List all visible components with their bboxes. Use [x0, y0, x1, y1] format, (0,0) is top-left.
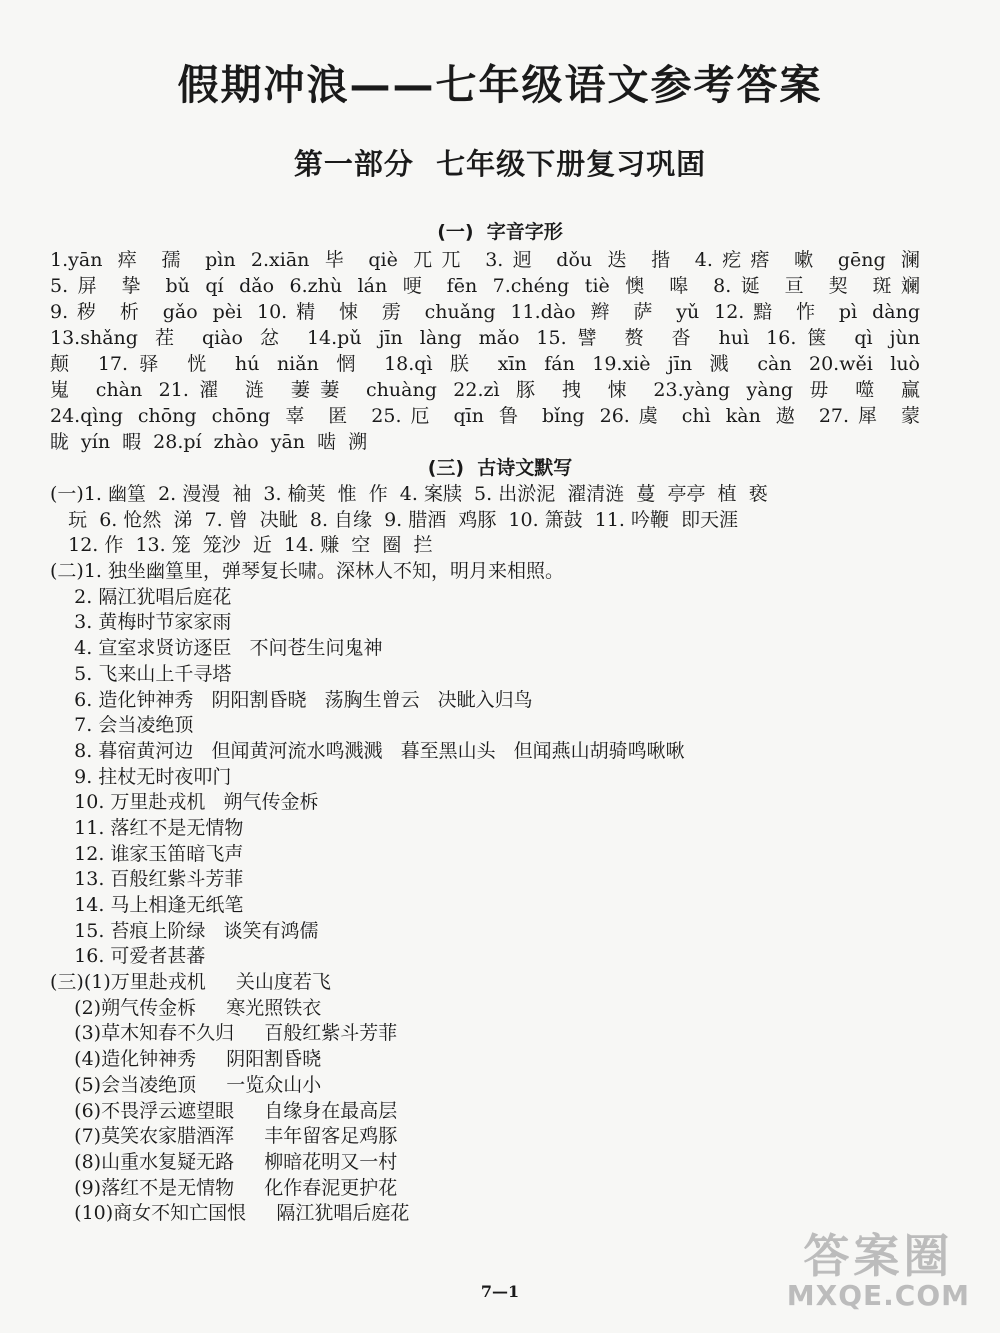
pronunciation-answers [50, 247, 920, 455]
answer-line: (5)会当凌绝顶 一览众山小 [50, 1073, 322, 1096]
answer-line: (9)落红不是无情物 化作春泥更护花 [50, 1176, 398, 1199]
answer-line: 13.shǎng 茬 qiào 忿 14.pǔ jīn làng mǎo 15.譬 赘 沓 huì 16.箧 qì jùn [50, 327, 920, 349]
answer-line: (一)1. 幽篁 2. 漫漫 袖 3. 榆荚 惟 作 4. 案牍 5. 出淤泥 濯清涟 蔓 亭亭 植 亵 [50, 483, 768, 505]
answer-line: 玩 6. 怆然 涕 7. 曾 决眦 8. 自缘 9. 腊酒 鸡豚 10. 箫鼓 11. 吟鞭 即天涯 [50, 508, 739, 531]
answer-line: 16. 可爱者甚蕃 [50, 945, 206, 968]
answer-line: 12. 谁家玉笛暗飞声 [50, 842, 244, 865]
answer-line: (10)商女不知亡国恨 隔江犹唱后庭花 [50, 1202, 410, 1225]
answer-line: 5.屏 挚 bǔ qí dǎo 6.zhù lán 哽 fēn 7.chéng tiè 懊 嗥 8.诞 亘 契 斑斓 [50, 275, 920, 297]
answer-line: 11. 落红不是无情物 [50, 816, 244, 839]
answer-line: 7. 会当凌绝顶 [50, 714, 194, 737]
watermark-logo [787, 1231, 970, 1311]
answer-line: 9.秽 析 gǎo pèi 10.精 悚 雳 chuǎng 11.dào 辫 萨 yǔ 12.黯 怍 pì dàng [50, 301, 920, 323]
part-heading: 第一部分 七年级下册复习巩固 [293, 147, 707, 181]
section-heading-poetry: (三) 古诗文默写 [427, 457, 573, 479]
answer-line: 24.qìng chōng chōng 辜 匿 25.厄 qīn 鲁 bǐng 26.虞 chì kàn 遨 27.犀 蒙 [50, 405, 920, 427]
answer-line: 1.yān 瘁 孺 pìn 2.xiān 毕 qiè 兀兀 3.迥 dǒu 迭 揩 4.疙瘩 嗽 gēng 澜 [50, 249, 920, 271]
answer-line: (8)山重水复疑无路 柳暗花明又一村 [50, 1150, 398, 1173]
answer-line: 5. 飞来山上千寻塔 [50, 662, 232, 685]
answer-line: (7)莫笑农家腊酒浑 丰年留客足鸡豚 [50, 1125, 398, 1148]
answer-line: 13. 百般红紫斗芳菲 [50, 868, 244, 891]
answer-line: 14. 马上相逢无纸笔 [50, 894, 244, 916]
poetry-answers [50, 482, 920, 1253]
watermark-url: MXQE.COM [786, 1279, 970, 1312]
answer-line: 嵬 chàn 21.濯 涟 萋萋 chuàng 22.zì 豚 拽 悚 23.yàng yàng 毋 噬 赢 [50, 379, 920, 401]
answer-line: 12. 作 13. 笼 笼沙 近 14. 赚 空 圈 拦 [50, 534, 433, 557]
answer-line: 颠 17.驿 恍 hú niǎn 惘 18.qì 朕 xīn fán 19.xiè jīn 溅 càn 20.wěi luò [50, 353, 920, 375]
watermark-text: 答案圈 [803, 1229, 954, 1283]
section-heading-pronunciation: (一) 字音字形 [437, 221, 563, 243]
answer-line: 眬 yín 暇 28.pí zhào yān 啮 溯 [50, 431, 368, 453]
answer-line: 10. 万里赴戎机 朔气传金柝 [50, 791, 319, 814]
answer-line: 8. 暮宿黄河边 但闻黄河流水鸣溅溅 暮至黑山头 但闻燕山胡骑鸣啾啾 [50, 739, 685, 762]
answer-line: (三)(1)万里赴戎机 关山度若飞 [50, 971, 331, 994]
answer-line: 9. 拄杖无时夜叩门 [50, 765, 232, 788]
answer-line: (4)造化钟神秀 阴阳割昏晓 [50, 1048, 322, 1071]
answer-line: (3)草木知春不久归 百般红紫斗芳菲 [50, 1022, 398, 1045]
answer-line: (6)不畏浮云遮望眼 自缘身在最高层 [50, 1099, 398, 1122]
answer-line: 3. 黄梅时节家家雨 [50, 611, 232, 634]
answer-line: (二)1. 独坐幽篁里，弹琴复长啸。深林人不知，明月来相照。 [50, 560, 564, 583]
answer-line: 6. 造化钟神秀 阴阳割昏晓 荡胸生曾云 决眦入归鸟 [50, 688, 533, 711]
answer-line: 4. 宣室求贤访逐臣 不问苍生问鬼神 [50, 637, 383, 660]
answer-line: 2. 隔江犹唱后庭花 [50, 585, 232, 608]
answer-line: 15. 苔痕上阶绿 谈笑有鸿儒 [50, 919, 319, 942]
page-number: 7—1 [480, 1282, 520, 1301]
page-title: 假期冲浪——七年级语文参考答案 [177, 61, 823, 109]
answer-line: (2)朔气传金柝 寒光照铁衣 [50, 996, 322, 1019]
